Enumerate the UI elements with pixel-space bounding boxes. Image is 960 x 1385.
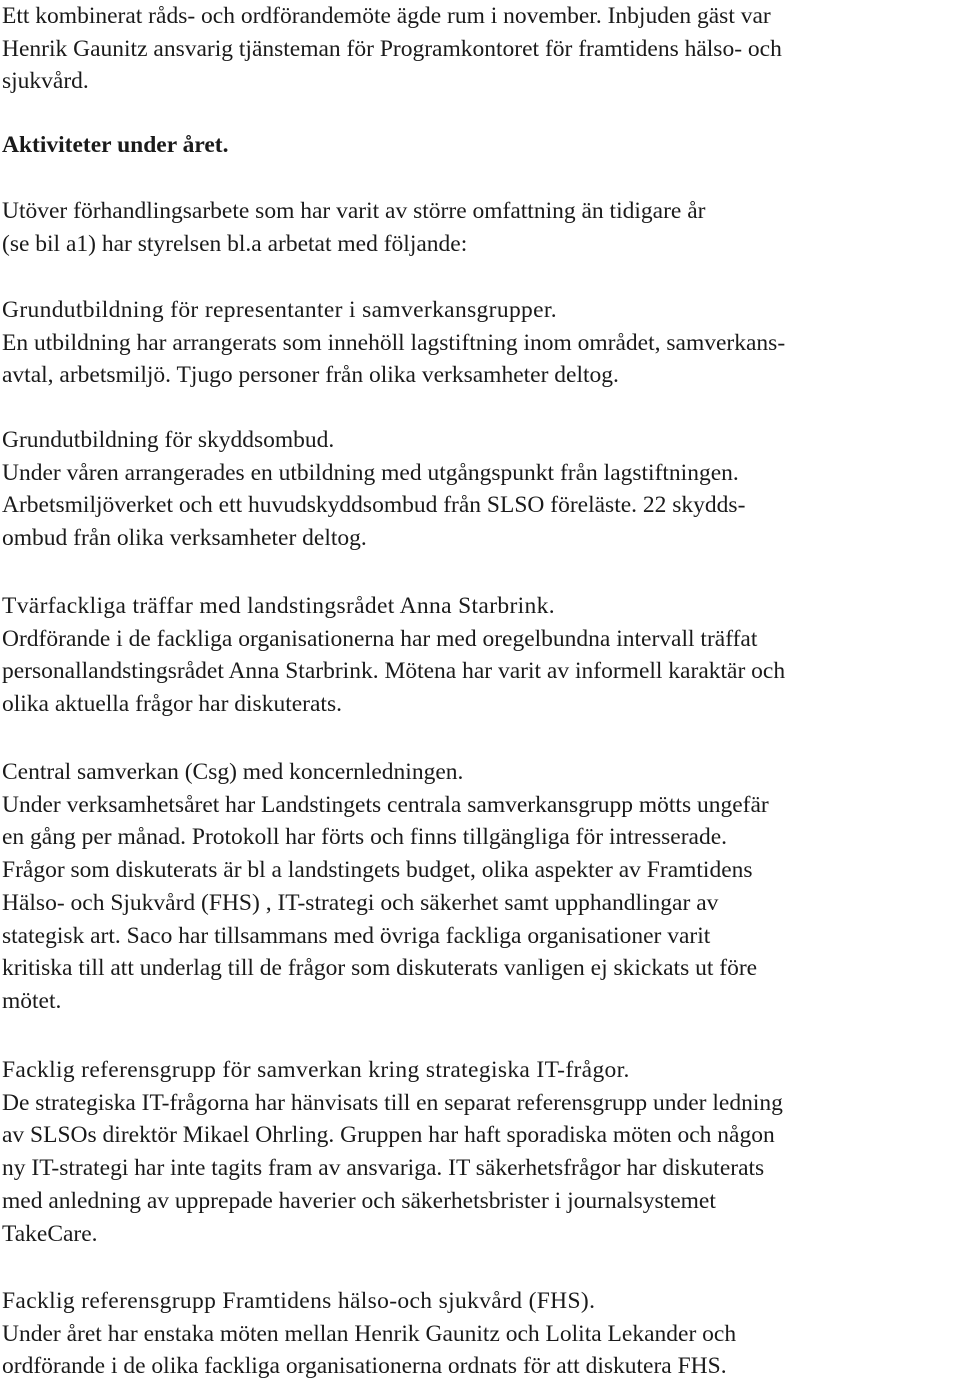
activity-line: Hälso- och Sjukvård (FHS) , IT-strategi och säkerhet samt upphandlingar av <box>2 889 719 916</box>
intro-line: sjukvård. <box>2 68 89 95</box>
activity-title: Central samverkan (Csg) med koncernledningen. <box>2 759 464 785</box>
activity-line: Under verksamhetsåret har Landstingets centrala samverkansgrupp mötts ungefär <box>2 791 769 818</box>
activity-line: Arbetsmiljöverket och ett huvudskyddsombud från SLSO föreläste. 22 skydds- <box>2 492 746 519</box>
activity-line: stategisk art. Saco har tillsammans med övriga fackliga organisationer varit <box>2 922 711 949</box>
activity-line: olika aktuella frågor har diskuterats. <box>2 691 342 718</box>
activity-line: Under våren arrangerades en utbildning med utgångspunkt från lagstiftningen. <box>2 459 739 486</box>
activity-title: Tvärfackliga träffar med landstingsrådet Anna Starbrink. <box>2 593 555 619</box>
activity-line: Frågor som diskuterats är bl a landstingets budget, olika aspekter av Framtidens <box>2 857 753 884</box>
activity-line: kritiska till att underlag till de frågor som diskuterats vanligen ej skickats ut före <box>2 955 758 982</box>
activity-line: ny IT-strategi har inte tagits fram av ansvariga. IT säkerhetsfrågor har diskuterats <box>2 1155 765 1182</box>
activity-fhs-reference-group <box>2 1285 736 1383</box>
activity-title: Grundutbildning för representanter i samverkansgrupper. <box>2 297 558 323</box>
activity-safety-rep-training <box>2 424 745 555</box>
activity-central-cooperation <box>2 756 769 1018</box>
activity-line: Ordförande i de fackliga organisationerna har med oregelbundna intervall träffat <box>2 625 758 652</box>
activity-line: Under året har enstaka möten mellan Henrik Gaunitz och Lolita Lekander och <box>2 1320 737 1347</box>
activity-title: Grundutbildning för skyddsombud. <box>2 427 335 453</box>
activity-line: ombud från olika verksamheter deltog. <box>2 525 367 552</box>
activity-line: mötet. <box>2 987 62 1014</box>
intro-line: Henrik Gaunitz ansvarig tjänsteman för Programkontoret för framtidens hälso- och <box>2 35 782 62</box>
overview-line: Utöver förhandlingsarbete som har varit av större omfattning än tidigare år <box>2 198 706 224</box>
activity-line: personallandstingsrådet Anna Starbrink. Mötena har varit av informell karaktär och <box>2 658 786 685</box>
activity-cross-union-meetings <box>2 590 785 721</box>
activity-line: en gång per månad. Protokoll har förts och finns tillgängliga för intresserade. <box>2 824 728 851</box>
activity-line: De strategiska IT-frågorna har hänvisats till en separat referensgrupp under ledning <box>2 1089 783 1116</box>
activity-representative-training <box>2 294 785 392</box>
activity-line: av SLSOs direktör Mikael Ohrling. Gruppen har haft sporadiska möten och någon <box>2 1122 775 1149</box>
activity-line: med anledning av upprepade haverier och säkerhetsbrister i journalsystemet <box>2 1187 716 1214</box>
intro-line: Ett kombinerat råds- och ordförandemöte ägde rum i november. Inbjuden gäst var <box>2 3 771 29</box>
overview-line: (se bil a1) har styrelsen bl.a arbetat med följande: <box>2 230 468 257</box>
activity-line: ordförande i de olika fackliga organisationerna ordnats för att diskutera FHS. <box>2 1353 727 1380</box>
overview-paragraph <box>2 195 705 260</box>
intro-paragraph <box>2 0 782 98</box>
activity-line: avtal, arbetsmiljö. Tjugo personer från olika verksamheter deltog. <box>2 362 619 389</box>
activity-title: Facklig referensgrupp Framtidens hälso-och sjukvård (FHS). <box>2 1288 596 1314</box>
activity-title: Facklig referensgrupp för samverkan kring strategiska IT-frågor. <box>2 1057 630 1083</box>
activity-it-reference-group <box>2 1054 783 1250</box>
activity-line: TakeCare. <box>2 1220 98 1247</box>
activity-line: En utbildning har arrangerats som innehöll lagstiftning inom området, samverkans- <box>2 329 786 356</box>
section-title: Aktiviteter under året. <box>2 132 229 158</box>
